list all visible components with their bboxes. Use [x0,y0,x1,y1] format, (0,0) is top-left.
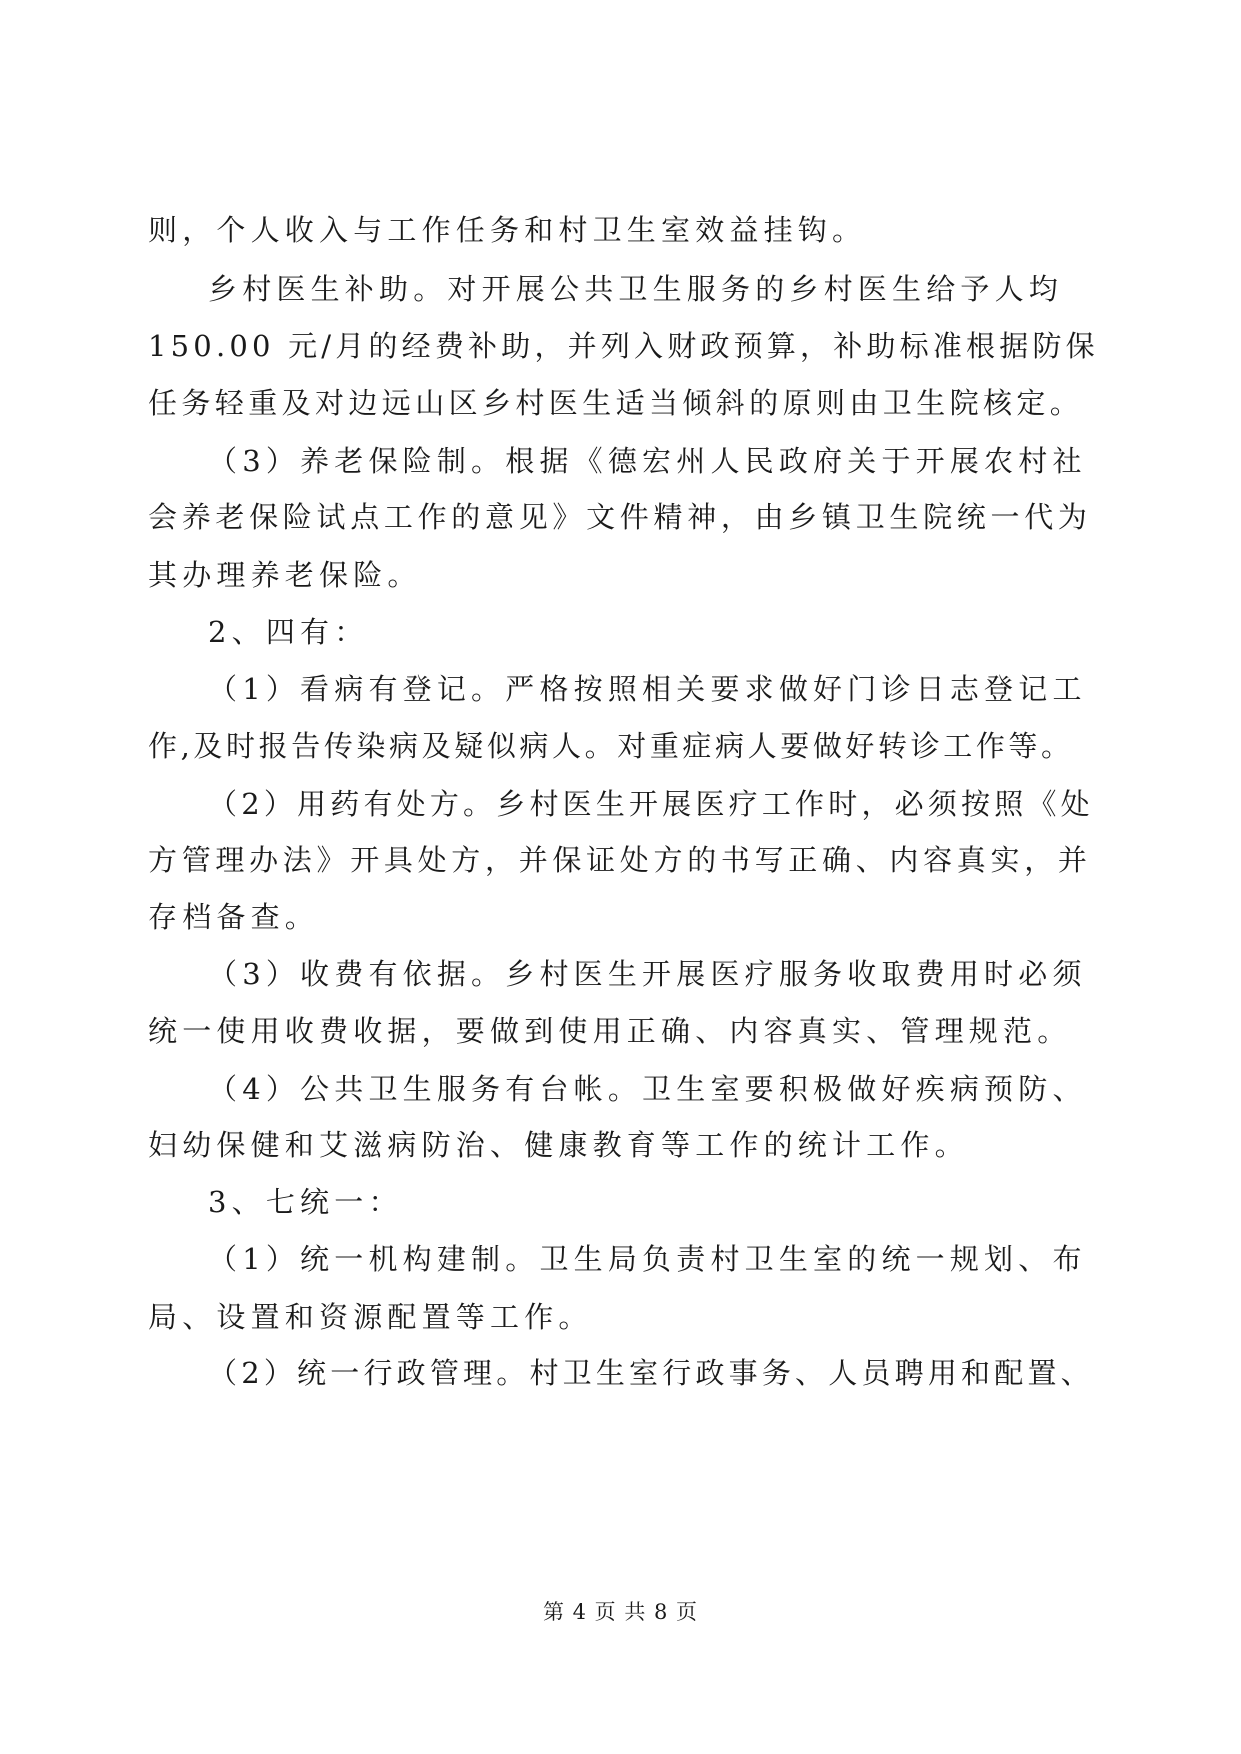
text-line: 会养老保险试点工作的意见》文件精神，由乡镇卫生院统一代为 [148,500,1092,534]
text-line: （2）统一行政管理。村卫生室行政事务、人员聘用和配置、 [208,1356,1094,1390]
text-line: 局、设置和资源配置等工作。 [148,1300,593,1334]
text-line: 作,及时报告传染病及疑似病人。对重症病人要做好转诊工作等。 [148,729,1074,763]
text-line: 方管理办法》开具处方，并保证处方的书写正确、内容真实，并 [148,843,1092,877]
text-line: （3）收费有依据。乡村医生开展医疗服务收取费用时必须 [208,957,1087,991]
text-line: 3、七统一： [208,1185,403,1219]
text-line: （3）养老保险制。根据《德宏州人民政府关于开展农村社 [208,444,1087,478]
text-line: 存档备查。 [148,900,320,934]
text-line: 150.00 元/月的经费补助，并列入财政预算，补助标准根据防保 [148,329,1099,363]
text-line: 则，个人收入与工作任务和村卫生室效益挂钩。 [148,213,867,247]
page-number-footer: 第 4 页 共 8 页 [542,1600,699,1624]
text-line: 妇幼保健和艾滋病防治、健康教育等工作的统计工作。 [148,1128,969,1162]
text-line: 任务轻重及对边远山区乡村医生适当倾斜的原则由卫生院核定。 [148,386,1084,420]
text-line: （1）统一机构建制。卫生局负责村卫生室的统一规划、布 [208,1242,1087,1276]
text-line: 乡村医生补助。对开展公共卫生服务的乡村医生给予人均 [208,272,1064,306]
text-line: （2）用药有处方。乡村医生开展医疗工作时，必须按照《处 [208,787,1094,821]
text-line: （1）看病有登记。严格按照相关要求做好门诊日志登记工 [208,672,1087,706]
text-line: （4）公共卫生服务有台帐。卫生室要积极做好疾病预防、 [208,1072,1087,1106]
text-line: 其办理养老保险。 [148,558,422,592]
text-line: 统一使用收费收据，要做到使用正确、内容真实、管理规范。 [148,1014,1072,1048]
text-line: 2、四有： [208,615,369,649]
